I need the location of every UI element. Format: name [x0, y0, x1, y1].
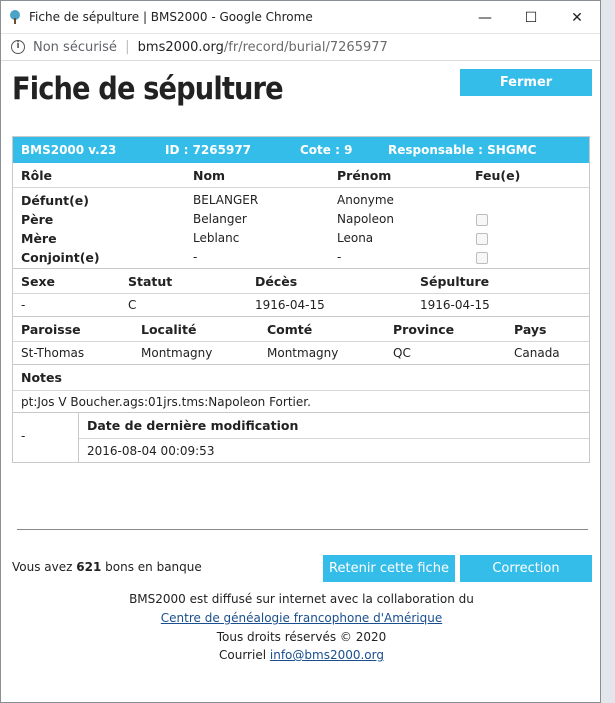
bank-count: 621: [76, 560, 102, 574]
province-cell: QC: [393, 346, 411, 360]
col-comte: Comté: [267, 322, 313, 337]
url-text[interactable]: [138, 40, 388, 55]
col-localite: Localité: [141, 322, 197, 337]
close-record-button[interactable]: Fermer: [460, 69, 592, 96]
last-modified-section: [13, 412, 589, 462]
role-cell: Mère: [21, 231, 57, 246]
table-row: [13, 342, 589, 364]
title-bar: [1, 1, 600, 34]
url-path: /fr/record/burial/7265977: [223, 39, 388, 55]
vital-header-row: [13, 269, 589, 294]
col-sexe: Sexe: [21, 274, 56, 289]
prenom-cell: Anonyme: [337, 193, 394, 207]
address-separator: |: [124, 39, 130, 55]
bank-prefix: Vous avez: [12, 560, 73, 574]
notes-text: pt:Jos V Boucher.ags:01jrs.tms:Napoleon Fortier.: [21, 395, 311, 409]
role-cell: Conjoint(e): [21, 250, 100, 265]
location-section: [13, 316, 589, 364]
table-row: [13, 229, 589, 248]
sepulture-cell: 1916-04-15: [420, 298, 490, 312]
bank-balance: [12, 560, 202, 574]
retain-record-button[interactable]: Retenir cette fiche: [323, 555, 455, 582]
footer-rights: Tous droits réservés © 2020: [216, 630, 387, 644]
footer-line1: BMS2000 est diffusé sur internet avec la collaboration du: [129, 592, 474, 606]
feu-checkbox[interactable]: [476, 214, 488, 226]
record-card: [12, 136, 590, 463]
maximize-button[interactable]: ☐: [524, 9, 538, 26]
col-province: Province: [393, 322, 455, 337]
page-title: Fiche de sépulture: [12, 71, 283, 107]
info-icon[interactable]: i: [11, 40, 25, 54]
paroisse-cell: St-Thomas: [21, 346, 85, 360]
bank-suffix: bons en banque: [105, 560, 202, 574]
sexe-cell: -: [21, 298, 26, 312]
role-cell: Défunt(e): [21, 193, 89, 208]
last-modified-left-value: -: [21, 429, 26, 443]
feu-checkbox[interactable]: [476, 252, 488, 264]
notes-header-row: [13, 365, 589, 390]
pays-cell: Canada: [514, 346, 560, 360]
record-header: [13, 137, 589, 163]
col-paroisse: Paroisse: [21, 322, 81, 337]
notes-section: [13, 364, 589, 412]
security-label: Non sécurisé: [33, 39, 117, 55]
notes-text-row: [13, 390, 589, 412]
col-deces: Décès: [255, 274, 298, 289]
record-responsable: Responsable : SHGMC: [388, 143, 537, 157]
table-row: [13, 210, 589, 229]
address-bar[interactable]: [1, 34, 600, 61]
last-modified-value: 2016-08-04 00:09:53: [87, 444, 215, 458]
location-header-row: [13, 317, 589, 342]
record-cote: Cote : 9: [300, 143, 353, 157]
table-row: [13, 248, 589, 268]
persons-header-row: [13, 163, 589, 188]
col-prenom: Prénom: [337, 168, 392, 183]
minimize-button[interactable]: —: [478, 9, 492, 26]
nom-cell: Belanger: [193, 212, 247, 226]
comte-cell: Montmagny: [267, 346, 339, 360]
nom-cell: BELANGER: [193, 193, 259, 207]
url-host: bms2000.org: [137, 39, 224, 55]
tree-favicon-icon: [7, 9, 23, 25]
footer-email-row: [1, 648, 602, 662]
col-statut: Statut: [128, 274, 173, 289]
statut-cell: C: [128, 298, 137, 312]
last-modified-label: Date de dernière modification: [87, 418, 299, 433]
notes-label: Notes: [21, 370, 62, 385]
col-feu: Feu(e): [475, 168, 521, 183]
background-area: [601, 0, 615, 703]
localite-cell: Montmagny: [141, 346, 213, 360]
col-sepulture: Sépulture: [420, 274, 490, 289]
last-modified-right: [79, 413, 589, 462]
window-title: Fiche de sépulture | BMS2000 - Google Chrome: [29, 10, 313, 24]
col-role: Rôle: [21, 168, 52, 183]
close-window-button[interactable]: ✕: [571, 9, 583, 26]
deces-cell: 1916-04-15: [255, 298, 325, 312]
prenom-cell: -: [337, 250, 342, 264]
vital-section: [13, 268, 589, 316]
prenom-cell: Napoleon: [337, 212, 394, 226]
courriel-label: Courriel: [219, 648, 267, 662]
table-row: [13, 294, 589, 316]
version-label: BMS2000 v.23: [21, 143, 117, 157]
cgfa-link[interactable]: Centre de généalogie francophone d'Amérique: [160, 611, 443, 625]
prenom-cell: Leona: [337, 231, 374, 245]
col-nom: Nom: [193, 168, 226, 183]
last-modified-left: [13, 413, 79, 462]
table-row: [13, 191, 589, 210]
footer-link-row: [1, 611, 602, 625]
nom-cell: Leblanc: [193, 231, 240, 245]
divider: [17, 529, 588, 530]
correction-button[interactable]: Correction: [460, 555, 592, 582]
record-id: ID : 7265977: [165, 143, 252, 157]
role-cell: Père: [21, 212, 54, 227]
col-pays: Pays: [514, 322, 547, 337]
feu-checkbox[interactable]: [476, 233, 488, 245]
persons-section: [13, 163, 589, 268]
email-link[interactable]: info@bms2000.org: [269, 648, 384, 662]
nom-cell: -: [193, 250, 198, 264]
